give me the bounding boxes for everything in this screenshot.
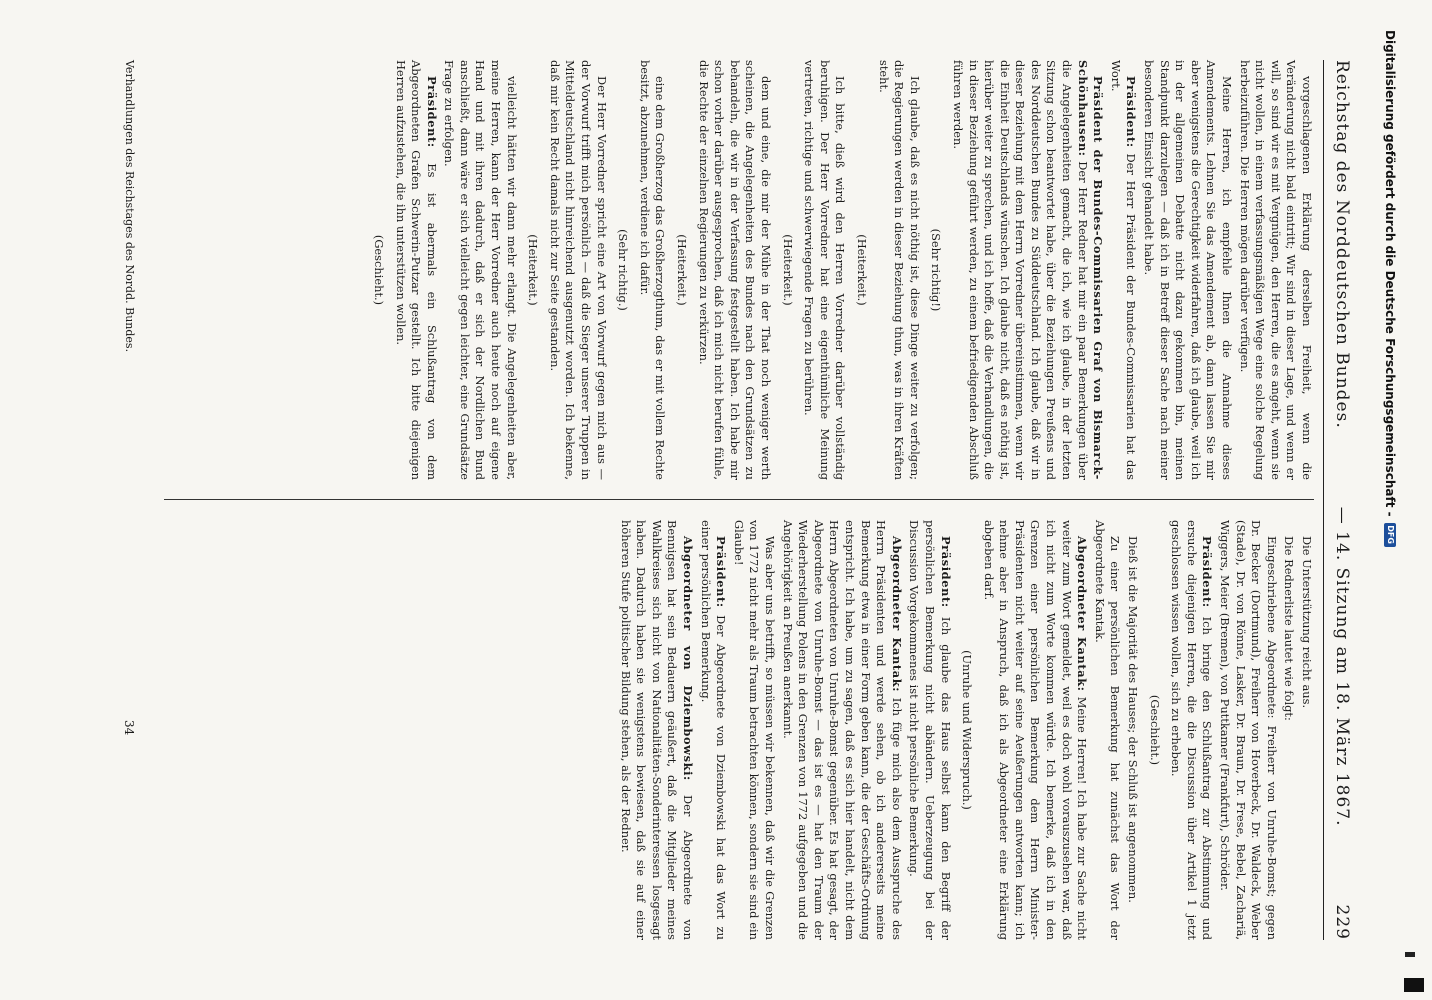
- speech-paragraph: [697, 520, 728, 940]
- scan-edge-mark-small: [1405, 952, 1415, 957]
- interjection: (Geschieht.): [1147, 694, 1162, 766]
- speaker-name: Abgeordneter Kantak:: [889, 536, 904, 693]
- speech-text: Der Herr Präsident der Bundes-Commissarien hat das Wort.: [1108, 60, 1139, 480]
- speaker-name: Präsident:: [1124, 76, 1139, 148]
- footer-publication: Verhandlungen des Reichstages des Nordd. Bundes.: [123, 60, 136, 353]
- speaker-name: Präsident:: [424, 76, 439, 148]
- body-paragraph: Die Rednerliste lautet wie folgt:: [1282, 536, 1297, 721]
- speech-paragraph: [906, 520, 953, 940]
- speech-paragraph: [1107, 60, 1138, 480]
- attribution-text: Digitalisierung gefördert durch die Deutsche Forschungsgemeinschaft -: [1383, 30, 1397, 517]
- speech-text: Der Herr Redner hat mir ein paar Bemerkungen über die Angelegenheiten gemacht, die ich, wie ich glaube, in der letzten Sitzung schon beantwortet habe, über die Beziehungen Preußens und des Norddeutschen Bundes zu Süddeutschland. Ich glaube, daß wir in dieser Beziehung mit dem Herrn Vorredner übereinstimmen, wenn wir die Einheit Deutschlands wünschen. Ich glaube nicht, daß es nöthig ist, hierüber weiter zu sprechen, und ich hoffe, daß die Verhandlungen, die in dieser Beziehung geführt werden, zu einem befriedigenden Abschluß führen werden.: [950, 60, 1090, 480]
- interjection: (Heiterkeit.): [675, 234, 690, 306]
- speech-text: Meine Herren! Ich habe zur Sache nicht weiter zum Wort gemeldet, weil es doch wohl vorauszusehen war, daß ich nicht zum Worte kommen würde. Ich bemerke, daß ich in den Grenzen einer persönlichen Bemerkung dem Herrn Minister-Präsidenten nicht weiter auf seine Aeußerungen antworten kann; ich nehme aber in Anspruch, daß ich als Abgeordneter eine Erklärung abgeben darf.: [981, 520, 1090, 940]
- header-rule: [1323, 60, 1324, 940]
- digitization-attribution: [1380, 30, 1400, 990]
- speaker-name: Präsident:: [1200, 536, 1215, 608]
- interjection: (Heiterkeit.): [854, 234, 869, 306]
- speech-paragraph: [1168, 520, 1215, 940]
- body-paragraph: Was aber uns betrifft, so müssen wir bekennen, daß wir die Grenzen von 1772 nicht mehr als Traum betrachten können, sondern sie sind ein Glaube!: [731, 520, 777, 940]
- interjection: (Heiterkeit.): [526, 234, 541, 306]
- page-number: 229: [1332, 904, 1352, 940]
- speech-paragraph: [980, 520, 1089, 940]
- speech-paragraph: [392, 60, 439, 480]
- speaker-name: Präsident:: [938, 536, 953, 608]
- speaker-name: Abgeordneter Kantak:: [1075, 536, 1090, 692]
- interjection: (Unruhe und Widerspruch.): [960, 650, 975, 810]
- body-paragraph: Eingeschriebene Abgeordnete: Freiherr von Unruhe-Bomst; gegen Dr. Becker (Dortmund), Freiherr von Hoverbeck, Dr. Waldeck, Weber (Stade), Dr. von Rönne, Lasker, Dr. Braun, Dr. Frese, Bebel, Zachariä, Wiggers, Meier (Bremen), von Puttkamer (Frankfurt), Schröder.: [1218, 520, 1279, 940]
- speech-text: Ich bringe den Schlußantrag zur Abstimmung und ersuche diejenigen Herren, die die Discussion über Artikel 1 jetzt geschlossen wissen wollen, sich zu erheben.: [1169, 520, 1215, 940]
- body-paragraph: vielleicht hätten wir dann mehr erlangt. Die Angelegenheiten aber, meine Herren, kann der Herr Vorredner auch heute noch auf eigene Hand und mit ihren dadurch, daß er sich der Nordlichen Bund anschließt, dann wäre er sich vielleicht gegen leichter, eine Grundsätze Frage zu erfolgen.: [442, 60, 519, 480]
- interjection: (Sehr richtig!): [929, 228, 944, 312]
- speech-text: Es ist abermals ein Schlußantrag von dem Abgeordneten Grafen Schwerin-Putzar gestellt. Ich bitte diejenigen Herren aufzustehen, die ihn unterstützen wollen.: [393, 60, 439, 480]
- body-paragraph: Ich glaube, daß es nicht nöthig ist, diese Dinge weiter zu verfolgen; die Regierungen werden in dieser Beziehung thun, was in ihren Kräften steht.: [876, 60, 922, 480]
- speech-text: Der Abgeordnete von Dziembowski hat das Wort zu einer persönlichen Bemerkung.: [698, 520, 729, 940]
- body-paragraph: eine dem Großherzog das Großherzogthum, das er mit vollem Rechte besitzt, abzunehmen, verdiene ich dafür.: [637, 60, 668, 480]
- speech-paragraph: [617, 520, 695, 940]
- running-head: [1326, 60, 1352, 940]
- left-column: [364, 60, 1314, 480]
- column-divider: [164, 499, 1314, 500]
- body-paragraph: Dieß ist die Majorität des Hauses; der Schluß ist angenommen.: [1126, 536, 1141, 903]
- sheet-signature: 34: [122, 720, 136, 736]
- body-paragraph: Die Unterstützung reicht aus.: [1300, 536, 1314, 709]
- dfg-logo-icon: DFG: [1384, 523, 1396, 547]
- body-paragraph: Zu einer persönlichen Bemerkung hat zunächst das Wort der Abgeordnete Kantak.: [1092, 520, 1123, 940]
- right-column: [615, 520, 1314, 940]
- interjection: (Sehr richtig.): [616, 229, 631, 311]
- speech-paragraph: [949, 60, 1105, 480]
- body-paragraph: Ich bitte, dieß wird den Herren Vorredner darüber vollständig beruhigen. Der Herr Vorredner hat eine eigenthümliche Meinung vertreten, richtige und schwerwiegende Fragen zu berühren.: [802, 60, 848, 480]
- running-head-title: Reichstag des Norddeutschen Bundes.: [1332, 60, 1352, 429]
- scan-edge-mark: [1404, 978, 1424, 992]
- interjection: (Geschieht.): [371, 234, 386, 306]
- speech-text: Ich füge mich also dem Ausspruche des Herrn Präsidenten und werde sehen, ob ich andererseits meine Bemerkung etwa in einer Form geben kann, die der Geschäfts-Ordnung entspricht. Ich habe, um zu sagen, daß es sich hier handelt, nicht dem Herrn Abgeordneten von Unruhe-Bomst gegenüber. Es hat gesagt, der Abgeordnete von Unruhe-Bomst — das ist es — hat den Traum der Wiederherstellung Polens in den Grenzen von 1772 aufgegeben und die Angehörigkeit an Preußen anerkannt.: [780, 520, 904, 940]
- speaker-name: Präsident der Bundes-Commissarien Graf von Bismarck-Schönhausen:: [1075, 60, 1106, 480]
- rotated-document-page: [66, 20, 1366, 980]
- speech-paragraph: [779, 520, 904, 940]
- running-head-session: — 14. Sitzung am 18. März 1867.: [1332, 506, 1352, 827]
- interjection: (Heiterkeit.): [780, 234, 795, 306]
- body-paragraph: dem und eine, die mir der Mühe in der That noch weniger werth scheinen, die Angelegenheiten des Bundes nach den Grundsätzen zu behandeln, die wir in der Verfassung festgestellt haben. Ich habe mir schon vorher darüber ausgesprochen, daß ich mich nicht berufen fühle, die Rechte der einzelnen Regierungen zu verkürzen.: [696, 60, 773, 480]
- speaker-name: Präsident:: [714, 536, 729, 608]
- speaker-name: Abgeordneter von Dziembowski:: [681, 536, 696, 781]
- speech-text: Der Abgeordnete von Bennigsen hat sein Bedauern geäußert, daß die Mitglieder meines Wahlkreises sich nicht von Nationalitäten-Sonderinteressen losgesagt haben. Dadurch haben sie wenigstens bewiesen, daß sie auf einer höheren Stufe politischer Bildung stehen, als der Redner.: [618, 520, 696, 940]
- speech-text: Ich glaube das Haus selbst kann den Begriff der persönlichen Bemerkung nicht abändern. Ueberzeugung bei der Discussion Vorgekommenes ist nicht persönliche Bemerkung.: [907, 520, 953, 940]
- body-paragraph: Der Herr Vorredner spricht eine Art von Vorwurf gegen mich aus — der Vorwurf trifft mich persönlich — daß die Sieger unserer Truppen in Mitteldeutschland nicht hinreichend ausgenutzt worden. Ich bekenne, daß mir kein Recht damals nicht zur Seite gestanden.: [547, 60, 609, 480]
- body-paragraph: Meine Herren, ich empfehle Ihnen die Annahme dieses Amendements. Lehnen Sie das Amendement ab, dann lassen Sie mir aber wenigstens die Gerechtigkeit widerfahren, daß ich glaube, weil ich in der allgemeinen Debatte nicht dazu gekommen bin, meinen Standpunkt darzulegen — daß ich in Betreff dieser Sache nach meiner besonderen Einsicht gehandelt habe.: [1142, 60, 1235, 480]
- body-paragraph: vorgeschlagenen Erklärung derselben Freiheit, wenn die Veränderung nicht bald eintritt; Wir sind in dieser Lage, und wenn er will, so sind wir es mit Vergnügen, den Herren, die es angeht, wenn sie nicht wollen, in einem verfassungsmäßigen Wege eine solche Regelung herbeizuführen. Die Herren mögen darüber verfügen.: [1237, 60, 1314, 480]
